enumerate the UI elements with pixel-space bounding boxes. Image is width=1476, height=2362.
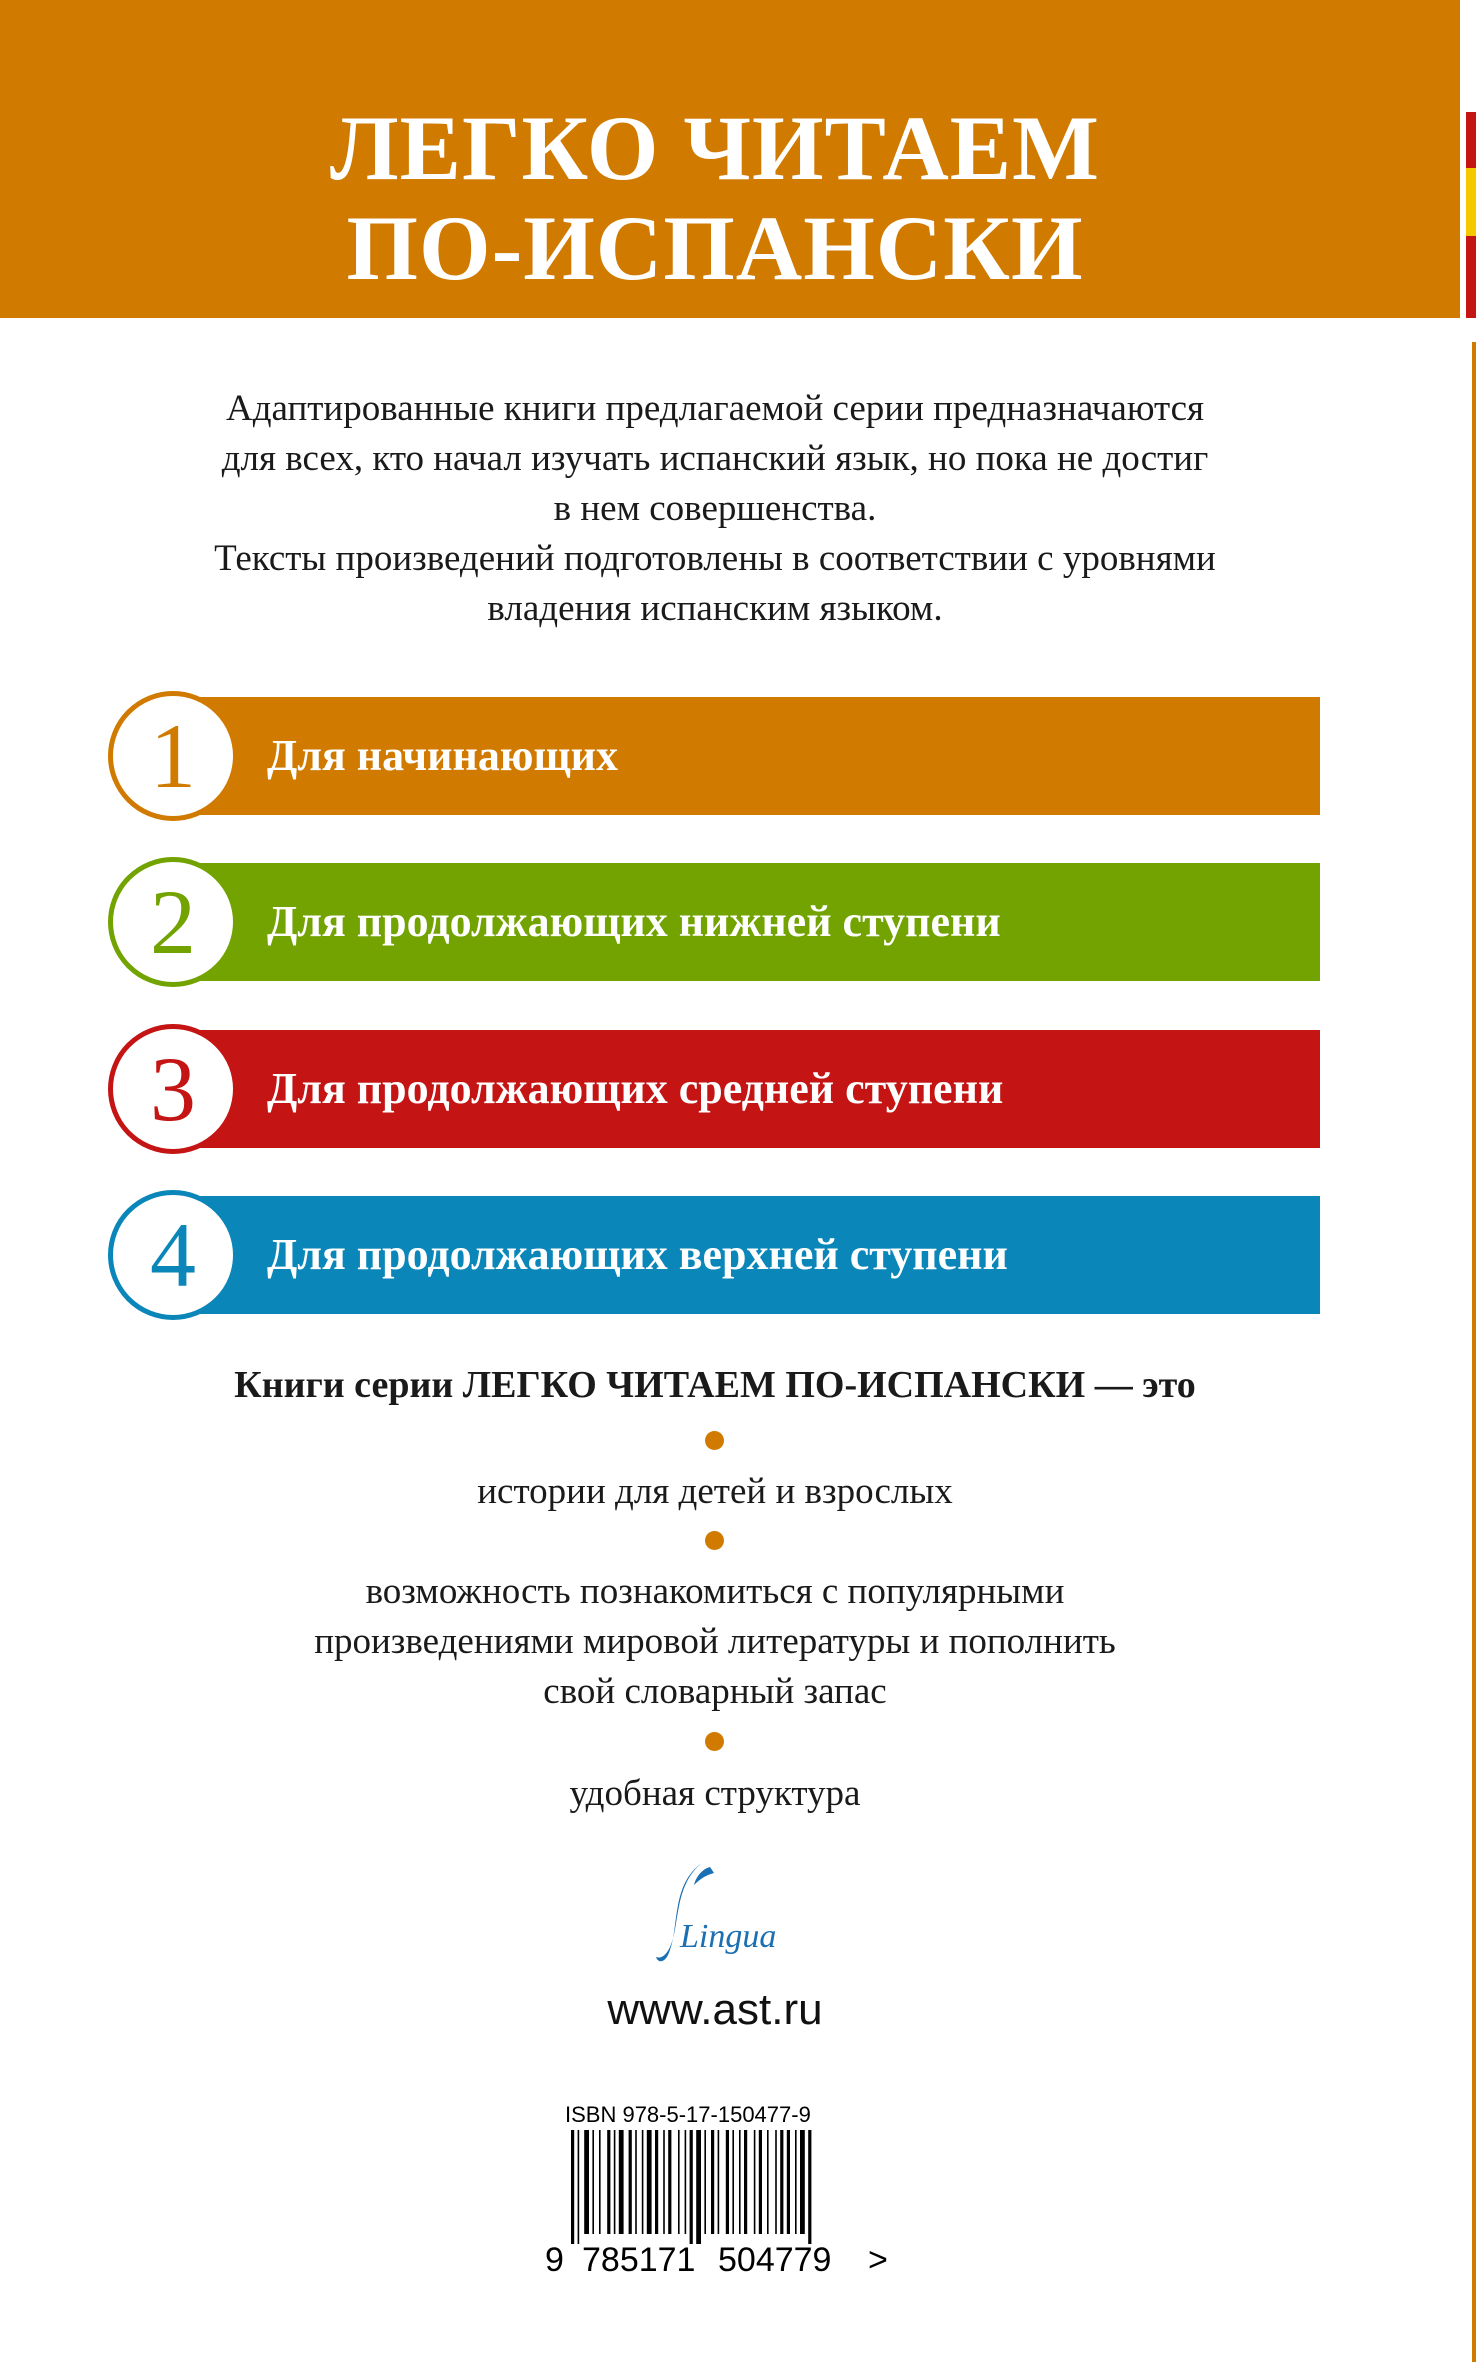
barcode-bar — [795, 2130, 797, 2234]
series-heading: Книги серии ЛЕГКО ЧИТАЕМ ПО-ИСПАНСКИ — это — [234, 1364, 1196, 1406]
header-band — [0, 0, 1460, 318]
barcode-bar — [584, 2130, 589, 2234]
level-2-label: Для продолжающих нижней ступени — [267, 897, 1001, 946]
barcode-bar — [732, 2130, 734, 2234]
bullet-dot — [705, 1531, 724, 1550]
isbn-label: ISBN 978-5-17-150477-9 — [565, 2102, 811, 2127]
barcode-bar — [800, 2130, 805, 2234]
barcode-bar — [678, 2130, 680, 2234]
barcode-bar — [739, 2130, 741, 2234]
series-title-line-2: ПО-ИСПАНСКИ — [346, 197, 1084, 299]
barcode-bar — [607, 2130, 610, 2234]
barcode-bar — [592, 2130, 594, 2234]
intro-paragraph — [60, 384, 1370, 634]
barcode-bar — [696, 2130, 701, 2244]
barcode-digit-group-2: 504779 — [718, 2241, 832, 2279]
level-4-label: Для продолжающих верхней ступени — [267, 1230, 1008, 1279]
feature-item-structure — [60, 1769, 1370, 1819]
barcode-bar — [578, 2130, 580, 2244]
isbn-barcode — [565, 2130, 865, 2244]
barcode-bar — [619, 2130, 624, 2234]
barcode-bar — [663, 2130, 665, 2234]
barcode-bar — [711, 2130, 714, 2234]
barcode-bar — [780, 2130, 783, 2234]
spine-edge-red-top — [1466, 112, 1476, 168]
barcode-bar — [635, 2130, 637, 2234]
barcode-bar — [759, 2130, 762, 2234]
barcode-bar — [808, 2130, 811, 2244]
feature-line: произведениями мировой литературы и пополнить — [314, 1621, 1116, 1662]
barcode-bar — [754, 2130, 756, 2234]
spine-edge-red-bottom — [1466, 236, 1476, 318]
publisher-website: www.ast.ru — [607, 1985, 823, 2034]
lingua-logo — [640, 1855, 800, 1975]
barcode-bar — [690, 2130, 693, 2244]
barcode-bar — [685, 2130, 687, 2234]
barcode-bar — [642, 2130, 644, 2234]
level-4-badge: 4 — [108, 1190, 238, 1320]
level-1-label: Для начинающих — [267, 731, 618, 780]
feature-line: возможность познакомиться с популярными — [365, 1571, 1065, 1612]
barcode-bar — [704, 2130, 706, 2234]
barcode-bar — [655, 2130, 658, 2234]
intro-line: Тексты произведений подготовлены в соответствии с уровнями — [214, 538, 1216, 579]
barcode-quiet-mark: > — [868, 2241, 888, 2279]
barcode-bar — [668, 2130, 671, 2234]
barcode-digit-first: 9 — [545, 2241, 564, 2279]
bullet-dot — [705, 1431, 724, 1450]
barcode-bar — [647, 2130, 652, 2234]
lingua-logo-text: Lingua — [680, 1918, 777, 1955]
level-1-badge: 1 — [108, 691, 238, 821]
barcode-digit-group-1: 785171 — [582, 2241, 696, 2279]
spine-edge-line — [1472, 342, 1476, 2362]
barcode-bar — [614, 2130, 616, 2234]
feature-line: свой словарный запас — [543, 1671, 887, 1712]
feature-line: удобная структура — [569, 1773, 861, 1814]
feature-item-stories — [60, 1467, 1370, 1517]
intro-line: в нем совершенства. — [553, 488, 877, 529]
barcode-bar — [787, 2130, 790, 2234]
barcode-bar — [767, 2130, 769, 2234]
barcode-bar — [726, 2130, 729, 2234]
spine-edge-yellow — [1466, 168, 1476, 236]
intro-line: владения испанским языком. — [487, 588, 943, 629]
barcode-bar — [599, 2130, 601, 2234]
intro-line: Адаптированные книги предлагаемой серии предназначаются — [225, 388, 1205, 429]
barcode-bar — [775, 2130, 777, 2234]
level-3-badge: 3 — [108, 1024, 238, 1154]
barcode-bar — [571, 2130, 574, 2244]
barcode-bar — [629, 2130, 632, 2234]
feature-item-literature — [60, 1567, 1370, 1717]
barcode-bar — [718, 2130, 720, 2234]
bullet-dot — [705, 1732, 724, 1751]
barcode-bar — [744, 2130, 747, 2234]
series-title-line-1: ЛЕГКО ЧИТАЕМ — [330, 97, 1100, 199]
feature-line: истории для детей и взрослых — [477, 1471, 953, 1512]
level-2-badge: 2 — [108, 857, 238, 987]
level-3-label: Для продолжающих средней ступени — [267, 1064, 1004, 1113]
intro-line: для всех, кто начал изучать испанский язык, но пока не достиг — [221, 438, 1209, 479]
